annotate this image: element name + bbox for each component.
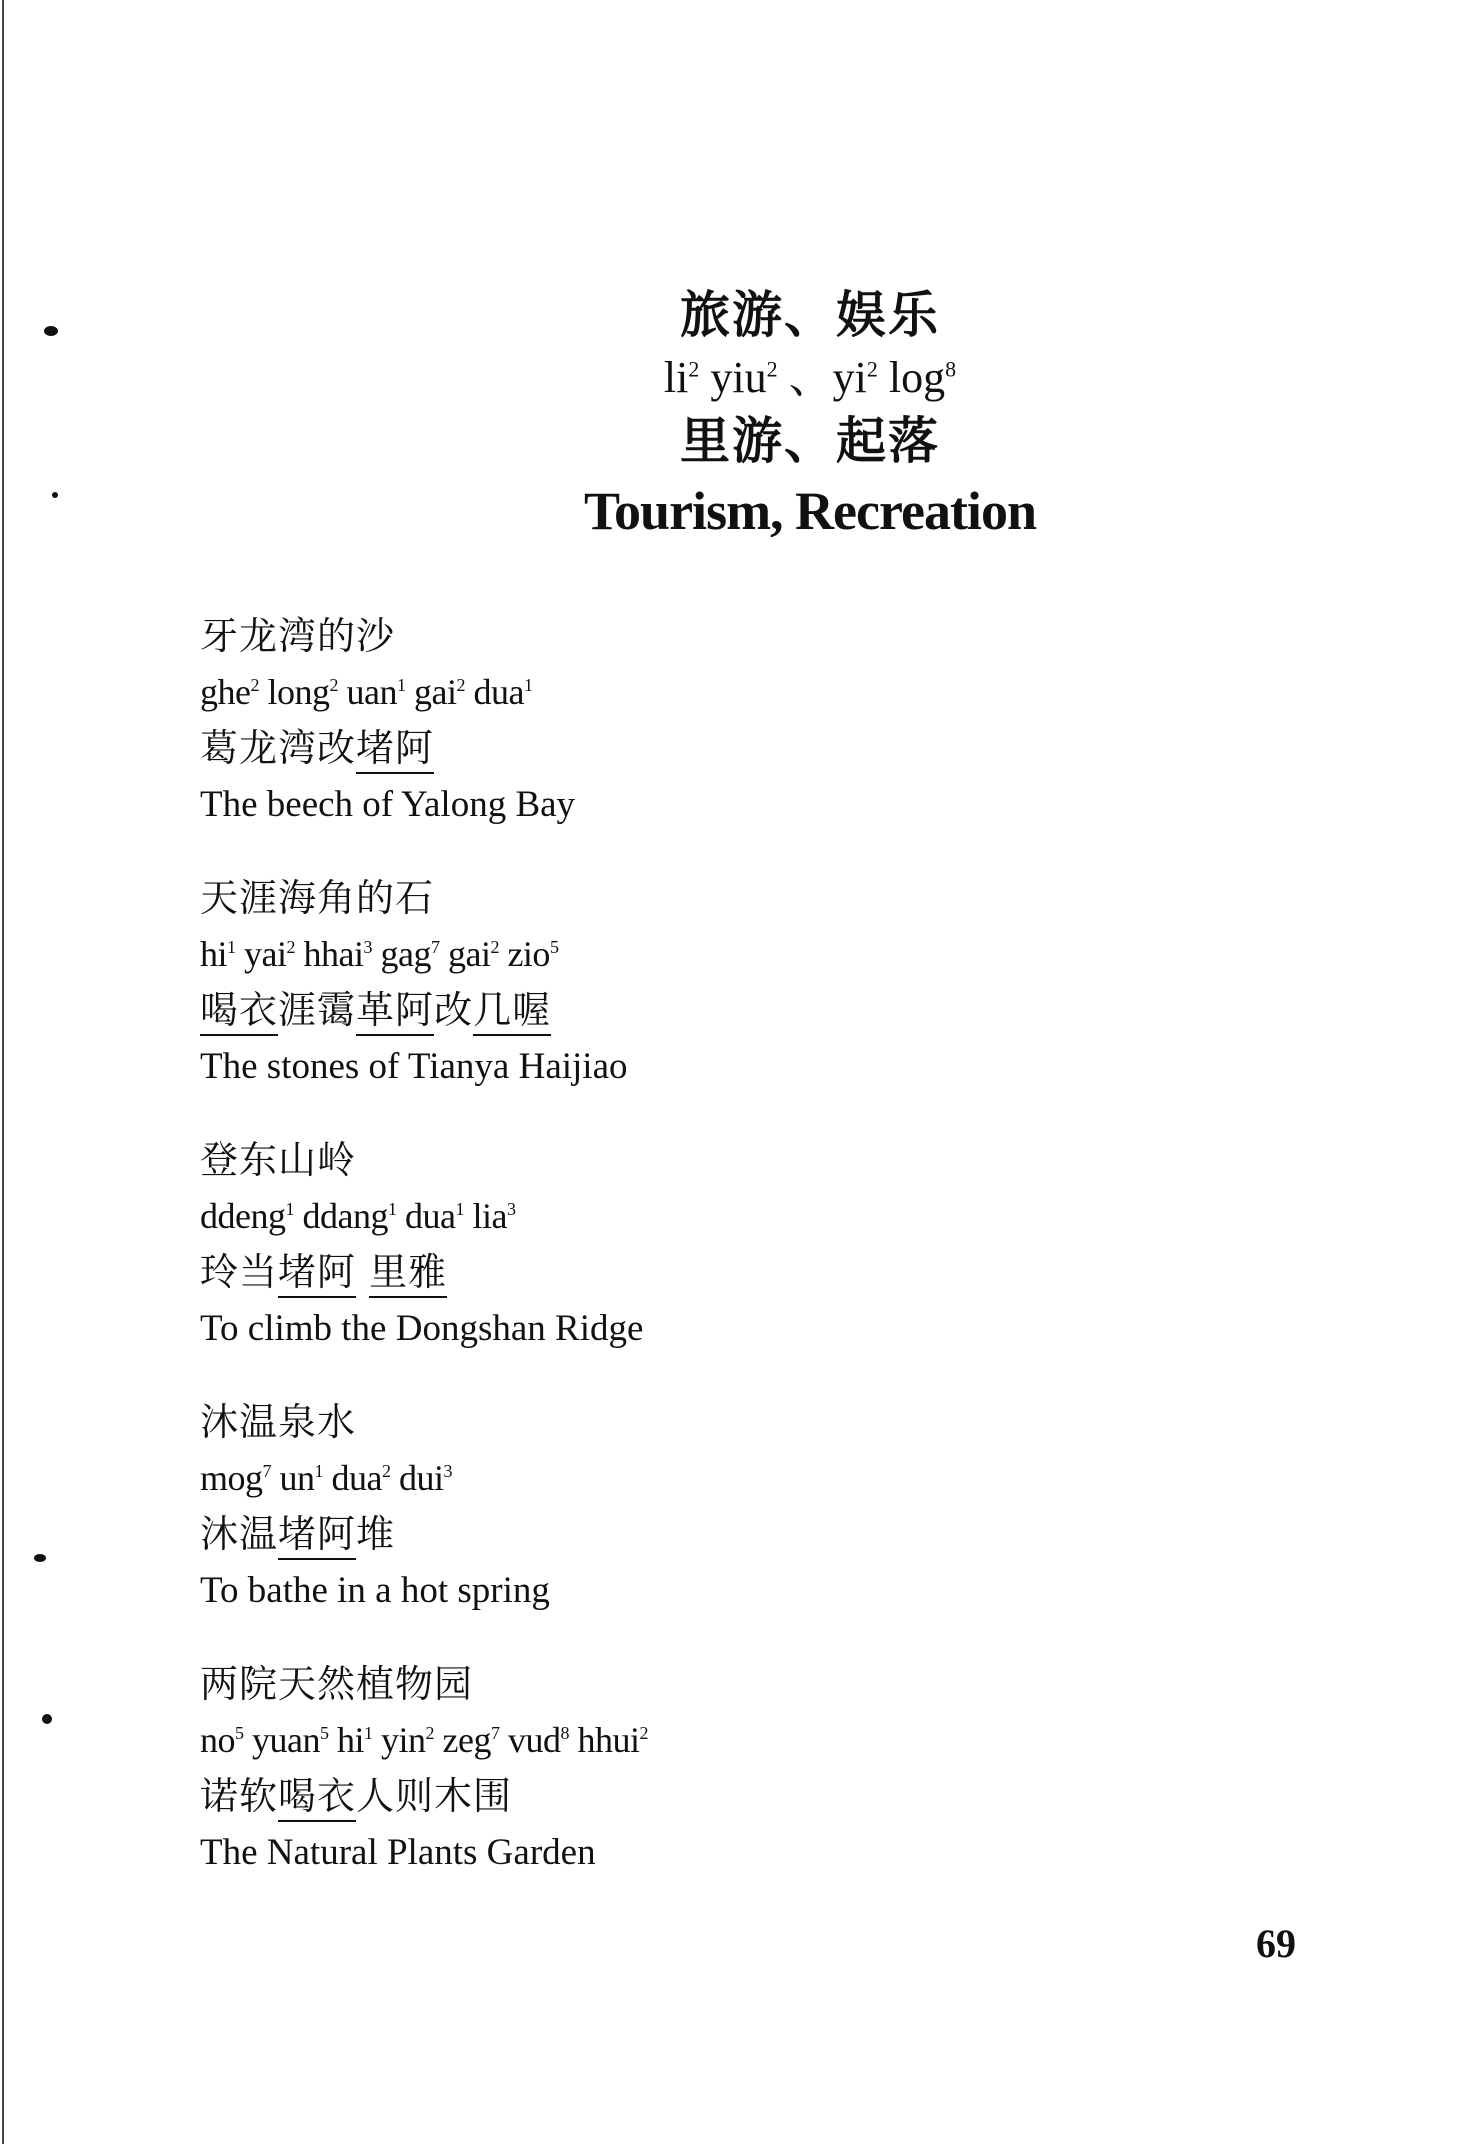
title-phonetic: 里游、起落 <box>680 411 940 470</box>
underlined-segment: 喝衣 <box>278 1774 356 1822</box>
pinyin-text: gag <box>380 934 431 974</box>
tone-number: 2 <box>688 356 700 382</box>
pinyin-syllable <box>380 934 439 974</box>
phonetic-segment: 霭 <box>317 988 357 1032</box>
tone-number: 2 <box>456 675 465 695</box>
underlined-segment: 几喔 <box>473 988 551 1036</box>
pinyin-syllable <box>414 672 465 712</box>
pinyin-syllable <box>889 353 956 402</box>
pinyin-text: ghe <box>200 672 251 712</box>
phonetic-segment: 沐温 <box>200 1512 279 1556</box>
pinyin-text: zio <box>507 934 550 974</box>
underlined-segment: 喝衣 <box>200 988 278 1036</box>
pinyin-syllable <box>381 1720 434 1760</box>
entry-phonetic <box>200 1504 1100 1564</box>
pinyin-syllable <box>252 1720 328 1760</box>
pinyin-syllable <box>577 1720 648 1760</box>
page-edge-line <box>2 0 4 2144</box>
tone-number: 1 <box>314 1461 324 1481</box>
pinyin-text: dua <box>404 1196 456 1236</box>
tone-number: 2 <box>329 675 338 695</box>
title-pinyin <box>540 348 1080 408</box>
scan-speck <box>34 1554 46 1562</box>
pinyin-syllable <box>200 672 259 712</box>
entry-chinese: 天涯海角的石 <box>200 876 435 920</box>
tone-number: 1 <box>387 1199 397 1219</box>
pinyin-syllable <box>399 1458 452 1498</box>
tone-number: 8 <box>945 356 957 382</box>
entry-chinese: 两院天然植物园 <box>200 1662 474 1706</box>
pinyin-text: ddeng <box>200 1196 286 1236</box>
pinyin-text: gai <box>413 672 457 712</box>
tone-number: 2 <box>639 1723 648 1743</box>
phonetic-segment: 玲当 <box>200 1250 279 1294</box>
pinyin-syllable <box>200 1196 294 1236</box>
pinyin-syllable <box>302 1196 396 1236</box>
entry-phonetic <box>200 1242 1100 1302</box>
pinyin-text: un <box>279 1458 315 1498</box>
pinyin-text: gai <box>447 934 491 974</box>
pinyin-text: log <box>888 353 946 402</box>
tone-number: 1 <box>523 675 533 695</box>
tone-number: 5 <box>235 1723 244 1743</box>
underlined-segment: 堵阿 <box>278 1250 356 1298</box>
pinyin-syllable <box>789 353 878 402</box>
tone-number: 1 <box>285 1199 294 1219</box>
pinyin-syllable <box>200 934 236 974</box>
entry-pinyin <box>200 1714 1100 1766</box>
tone-number: 7 <box>262 1461 272 1481</box>
entry-english: The beech of Yalong Bay <box>200 784 576 825</box>
pinyin-syllable <box>664 353 699 402</box>
phrase-entry <box>200 868 1100 1094</box>
pinyin-text: hhai <box>303 934 364 974</box>
pinyin-syllable <box>280 1458 324 1498</box>
pinyin-syllable <box>200 1458 271 1498</box>
pinyin-text: yuan <box>252 1720 320 1760</box>
pinyin-text: mog <box>200 1458 263 1498</box>
tone-number: 3 <box>443 1461 453 1481</box>
pinyin-text: hhui <box>577 1720 640 1760</box>
pinyin-syllable <box>337 1720 373 1760</box>
entry-phonetic <box>200 980 1100 1040</box>
pinyin-text: yiu <box>710 353 767 402</box>
pinyin-syllable <box>267 672 338 712</box>
pinyin-syllable <box>710 353 777 402</box>
pinyin-text: hi <box>200 934 228 974</box>
scan-speck <box>42 1714 52 1724</box>
underlined-segment: 革阿 <box>356 988 434 1036</box>
tone-number: 2 <box>425 1723 435 1743</box>
tone-number: 8 <box>560 1723 569 1743</box>
phrase-entry <box>200 1654 1100 1880</box>
pinyin-syllable <box>508 1720 569 1760</box>
pinyin-text: yin <box>381 1720 426 1760</box>
entry-phonetic <box>200 718 1100 778</box>
underlined-segment: 堵阿 <box>278 1512 356 1560</box>
tone-number: 2 <box>490 937 499 957</box>
entry-english: To climb the Dongshan Ridge <box>200 1308 644 1349</box>
pinyin-text: yai <box>244 934 287 974</box>
pinyin-text: dui <box>399 1458 444 1498</box>
pinyin-syllable <box>347 672 406 712</box>
pinyin-text: ddang <box>302 1196 388 1236</box>
pinyin-syllable <box>332 1458 391 1498</box>
tone-number: 7 <box>430 937 440 957</box>
pinyin-syllable <box>244 934 295 974</box>
pinyin-text: no <box>200 1720 235 1760</box>
pinyin-text: long <box>267 672 330 712</box>
pinyin-syllable <box>304 934 372 974</box>
tone-number: 2 <box>286 937 295 957</box>
title-chinese: 旅游、娱乐 <box>680 285 940 344</box>
entry-english: The stones of Tianya Haijiao <box>200 1046 628 1087</box>
pinyin-text: 、yi <box>788 353 867 402</box>
phrase-entry <box>200 1392 1100 1618</box>
tone-number: 1 <box>396 675 406 695</box>
title-english: Tourism, Recreation <box>584 481 1036 541</box>
entry-english: To bathe in a hot spring <box>200 1570 550 1611</box>
phonetic-segment: 堆 <box>356 1512 396 1556</box>
phonetic-segment <box>356 1250 369 1294</box>
pinyin-text: dua <box>473 672 524 712</box>
pinyin-syllable <box>448 934 499 974</box>
phrase-entry <box>200 1130 1100 1356</box>
entry-english: The Natural Plants Garden <box>200 1832 596 1873</box>
pinyin-text: hi <box>336 1720 364 1760</box>
phonetic-segment: 涯 <box>278 988 318 1032</box>
pinyin-syllable <box>473 672 532 712</box>
pinyin-text: zeg <box>442 1720 491 1760</box>
pinyin-syllable <box>472 1196 515 1236</box>
tone-number: 2 <box>866 356 878 382</box>
tone-number: 3 <box>363 937 372 957</box>
entry-pinyin <box>200 666 1100 718</box>
entry-pinyin <box>200 928 1100 980</box>
tone-number: 5 <box>319 1723 329 1743</box>
tone-number: 3 <box>506 1199 516 1219</box>
scan-speck <box>44 326 58 336</box>
tone-number: 7 <box>490 1723 500 1743</box>
pinyin-text: vud <box>507 1720 561 1760</box>
pinyin-syllable <box>507 934 558 974</box>
underlined-segment: 里雅 <box>369 1250 447 1298</box>
tone-number: 2 <box>766 356 778 382</box>
phonetic-segment: 葛龙湾改 <box>200 726 357 770</box>
pinyin-text: li <box>663 353 689 402</box>
entry-chinese: 牙龙湾的沙 <box>200 614 396 658</box>
scan-speck <box>52 492 58 498</box>
pinyin-text: dua <box>331 1458 382 1498</box>
underlined-segment: 堵阿 <box>356 726 434 774</box>
phrase-list <box>200 606 1100 1916</box>
entry-chinese: 登东山岭 <box>200 1138 357 1182</box>
entry-pinyin <box>200 1190 1100 1242</box>
phonetic-segment: 诺软 <box>200 1774 279 1818</box>
pinyin-text: uan <box>346 672 397 712</box>
tone-number: 2 <box>250 675 259 695</box>
tone-number: 1 <box>227 937 236 957</box>
pinyin-text: lia <box>472 1196 507 1236</box>
tone-number: 5 <box>549 937 559 957</box>
phrase-entry <box>200 606 1100 832</box>
entry-pinyin <box>200 1452 1100 1504</box>
phonetic-segment: 人则木围 <box>356 1774 513 1818</box>
page-number: 69 <box>1256 1921 1296 1966</box>
tone-number: 1 <box>455 1199 464 1219</box>
tone-number: 2 <box>382 1461 391 1481</box>
pinyin-syllable <box>443 1720 500 1760</box>
tone-number: 1 <box>364 1723 373 1743</box>
phonetic-segment: 改 <box>434 988 474 1032</box>
entry-chinese: 沐温泉水 <box>200 1400 357 1444</box>
pinyin-syllable <box>200 1720 244 1760</box>
section-title <box>540 282 1080 548</box>
pinyin-syllable <box>405 1196 464 1236</box>
entry-phonetic <box>200 1766 1100 1826</box>
